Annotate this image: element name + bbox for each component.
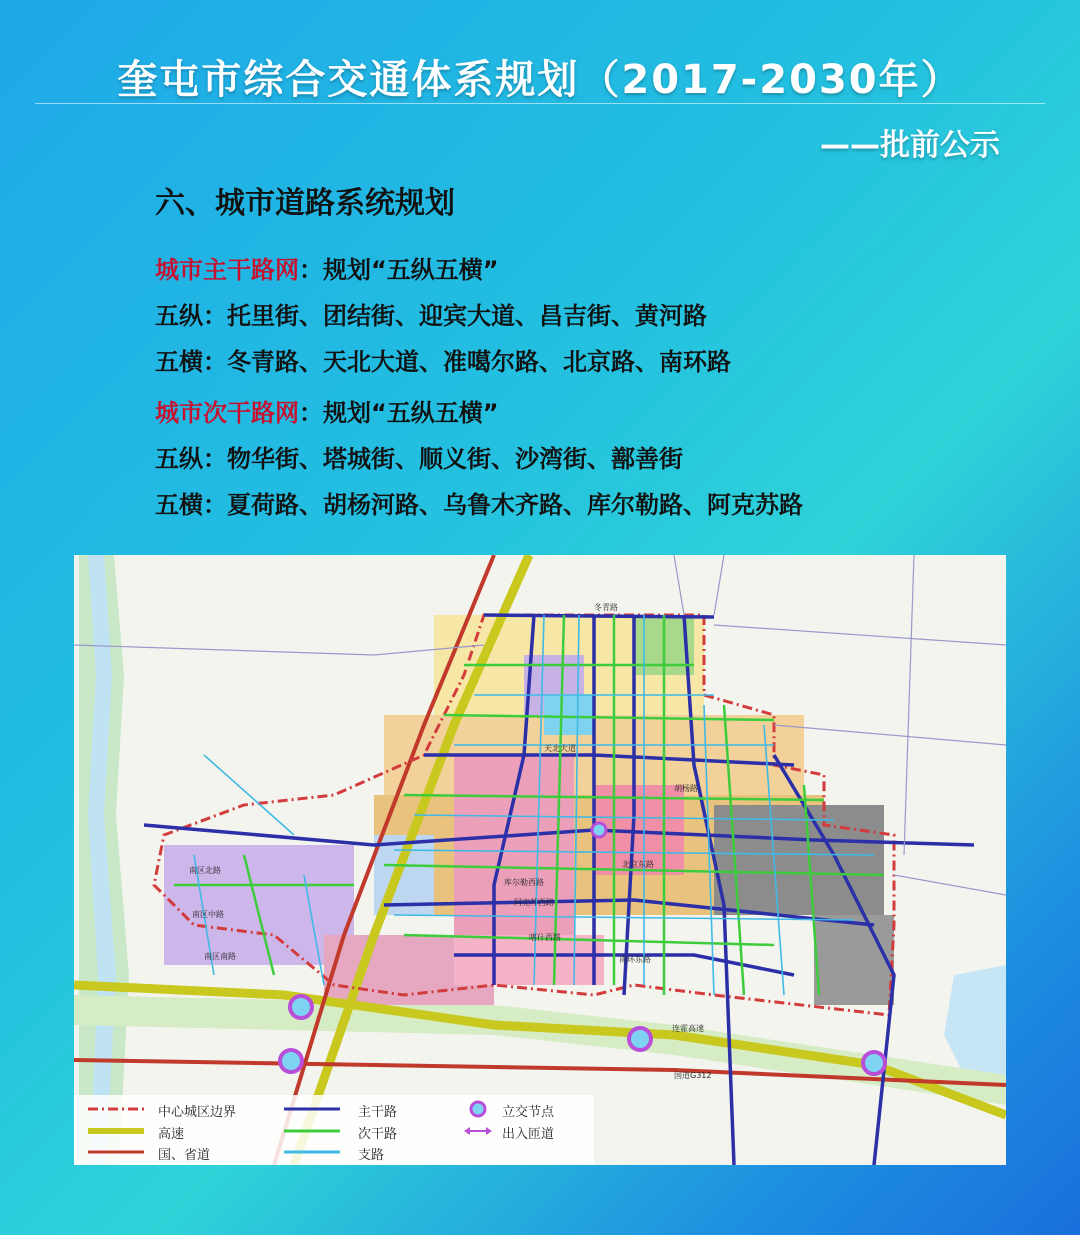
secondary-road-horizontal <box>155 485 803 520</box>
secondary-road-heading <box>155 393 499 428</box>
legend-main-road: 主干路 <box>358 1105 398 1120</box>
legend-secondary-road: 次干路 <box>358 1127 398 1142</box>
road-plan-map <box>74 555 1006 1165</box>
page-title: 奎屯市综合交通体系规划（2017-2030年） <box>117 57 963 103</box>
secondary-vertical-list: 物华街、塔城街、顺义街、沙湾街、鄯善街 <box>227 445 683 473</box>
label-huyang: 胡杨路 <box>674 784 698 793</box>
label-beijing: 北京东路 <box>622 860 654 869</box>
main-road-heading <box>155 250 499 285</box>
label-nanqu-north: 南区北路 <box>189 866 221 875</box>
main-road-plan: ：规划“五纵五横” <box>299 256 499 284</box>
legend-ramp: 出入匝道 <box>502 1127 555 1142</box>
legend-branch-road: 支路 <box>358 1148 385 1163</box>
label-nanqu-mid: 南区中路 <box>192 910 224 919</box>
secondary-horizontal-label: 五横： <box>155 491 227 519</box>
label-dongqing: 冬青路 <box>594 603 618 612</box>
legend-boundary: 中心城区边界 <box>158 1105 237 1120</box>
label-akesu: 阿克苏西路 <box>514 898 554 907</box>
legend-national-road: 国、省道 <box>158 1148 211 1163</box>
page-subtitle: ——批前公示 <box>820 128 1000 163</box>
main-road-label: 城市主干路网 <box>155 256 299 284</box>
label-expressway: 连霍高速 <box>672 1024 704 1033</box>
secondary-vertical-label: 五纵： <box>155 445 227 473</box>
title-divider <box>35 103 1045 104</box>
map-canvas <box>74 555 1006 1165</box>
secondary-road-plan: ：规划“五纵五横” <box>299 399 499 427</box>
label-nanqu-south: 南区南路 <box>204 952 236 961</box>
legend-highway: 高速 <box>158 1127 185 1142</box>
label-national-road: 国道G312 <box>674 1071 712 1080</box>
label-kashi: 喀什西路 <box>529 933 561 942</box>
secondary-road-label: 城市次干路网 <box>155 399 299 427</box>
main-horizontal-list: 冬青路、天北大道、准噶尔路、北京路、南环路 <box>227 348 731 376</box>
section-title: 六、城市道路系统规划 <box>155 186 455 221</box>
main-road-vertical <box>155 296 707 331</box>
legend-interchange: 立交节点 <box>502 1105 555 1120</box>
label-nanhuan: 南环东路 <box>619 955 651 964</box>
secondary-horizontal-list: 夏荷路、胡杨河路、乌鲁木齐路、库尔勒路、阿克苏路 <box>227 491 803 519</box>
label-tianbei: 天北大道 <box>544 744 576 753</box>
main-horizontal-label: 五横： <box>155 348 227 376</box>
label-kuerle: 库尔勒西路 <box>504 878 544 887</box>
main-vertical-list: 托里街、团结街、迎宾大道、昌吉街、黄河路 <box>227 302 707 330</box>
secondary-road-vertical <box>155 439 683 474</box>
main-road-horizontal <box>155 342 731 377</box>
main-vertical-label: 五纵： <box>155 302 227 330</box>
